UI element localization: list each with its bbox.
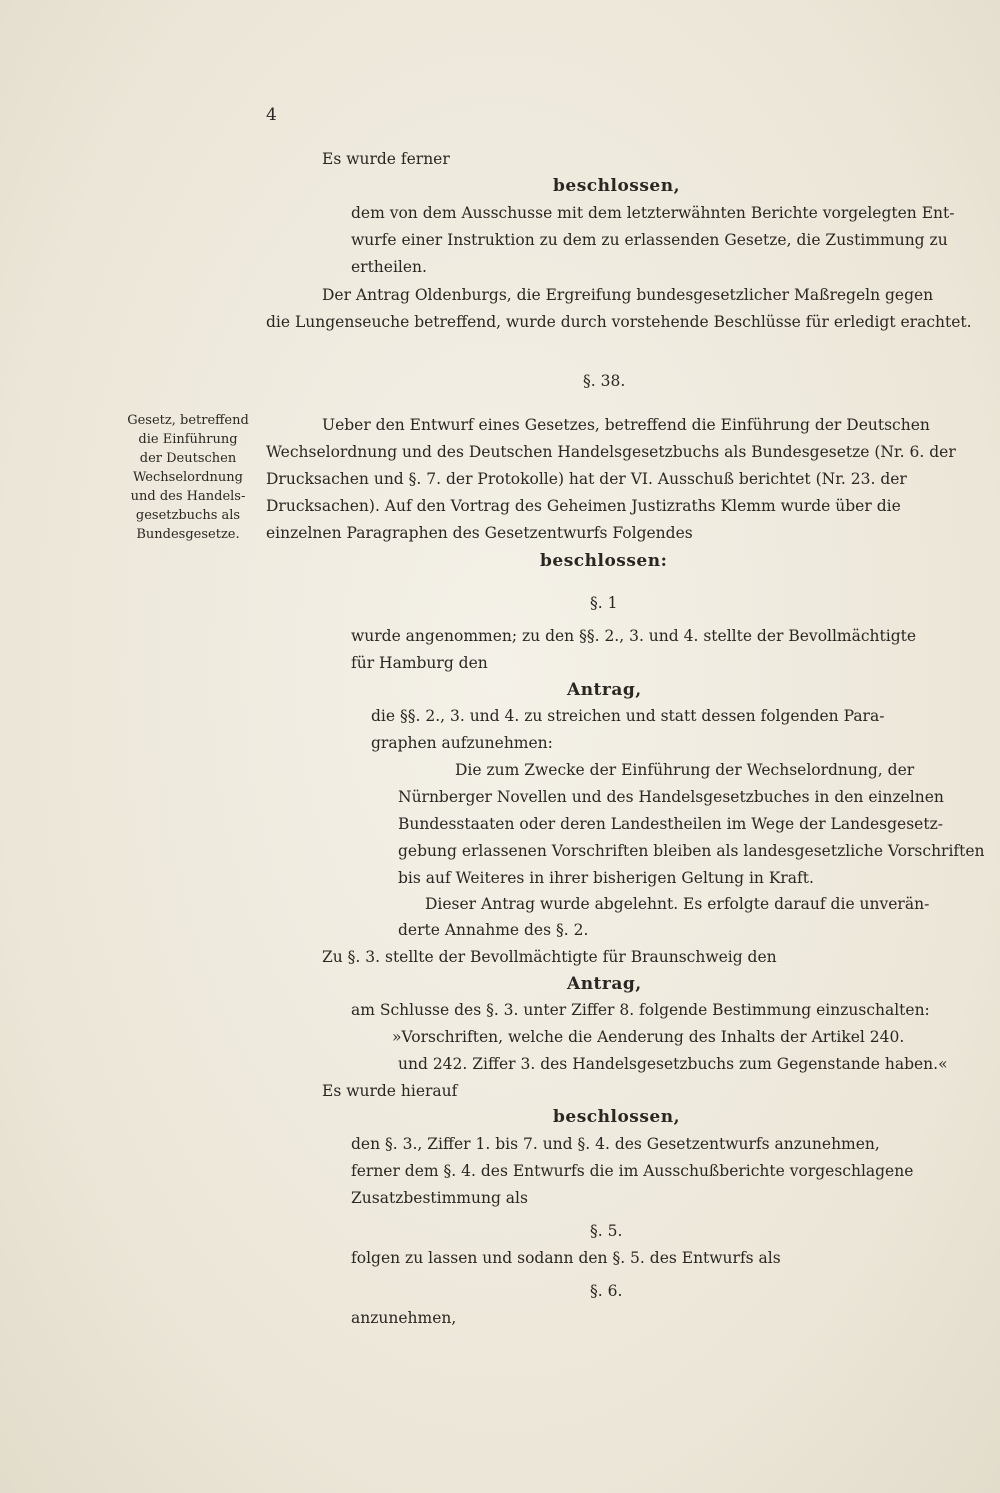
text-line: dem von dem Ausschusse mit dem letzterwähnten Berichte vorgelegten Ent- xyxy=(351,204,955,222)
margin-note-line: gesetzbuchs als xyxy=(135,508,241,523)
text-line: Der Antrag Oldenburgs, die Ergreifung bundesgesetzlicher Maßregeln gegen xyxy=(322,286,934,304)
text-line: Zusatzbestimmung als xyxy=(351,1189,528,1207)
text-line: anzunehmen, xyxy=(351,1309,457,1327)
text-line: Die zum Zwecke der Einführung der Wechselordnung, der xyxy=(455,761,915,779)
section-heading: §. 38. xyxy=(583,372,626,390)
motion-heading: Antrag, xyxy=(567,680,642,700)
section-heading: §. 6. xyxy=(590,1282,623,1300)
text-line: wurfe einer Instruktion zu dem zu erlassenden Gesetze, die Zustimmung zu xyxy=(351,231,948,249)
text-line: gebung erlassenen Vorschriften bleiben als landesgesetzliche Vorschriften xyxy=(398,842,985,860)
page-number: 4 xyxy=(266,105,277,125)
text-line: Es wurde hierauf xyxy=(322,1082,458,1100)
text-line: Nürnberger Novellen und des Handelsgesetzbuches in den einzelnen xyxy=(398,788,944,806)
text-line: die §§. 2., 3. und 4. zu streichen und statt dessen folgenden Para- xyxy=(371,707,885,725)
text-line: für Hamburg den xyxy=(351,654,488,672)
text-line: einzelnen Paragraphen des Gesetzentwurfs Folgendes xyxy=(266,524,693,542)
text-line: am Schlusse des §. 3. unter Ziffer 8. folgende Bestimmung einzuschalten: xyxy=(351,1001,930,1019)
resolution-heading: beschlossen, xyxy=(553,176,681,196)
text-line: derte Annahme des §. 2. xyxy=(398,921,589,939)
resolution-heading: beschlossen: xyxy=(540,551,668,571)
text-line: und 242. Ziffer 3. des Handelsgesetzbuchs zum Gegenstande haben.« xyxy=(398,1055,948,1073)
text-line: Bundesstaaten oder deren Landestheilen im Wege der Landesgesetz- xyxy=(398,815,943,833)
text-line: Wechselordnung und des Deutschen Handelsgesetzbuchs als Bundesgesetze (Nr. 6. der xyxy=(266,443,956,461)
text-line: Zu §. 3. stellte der Bevollmächtigte für Braunschweig den xyxy=(322,948,777,966)
text-line: den §. 3., Ziffer 1. bis 7. und §. 4. des Gesetzentwurfs anzunehmen, xyxy=(351,1135,880,1153)
resolution-heading: beschlossen, xyxy=(553,1107,681,1127)
text-line: wurde angenommen; zu den §§. 2., 3. und 4. stellte der Bevollmächtigte xyxy=(351,627,917,645)
section-heading: §. 1 xyxy=(590,594,618,612)
text-line: folgen zu lassen und sodann den §. 5. des Entwurfs als xyxy=(351,1249,781,1267)
text-line: Ueber den Entwurf eines Gesetzes, betreffend die Einführung der Deutschen xyxy=(322,416,930,434)
text-line: Drucksachen und §. 7. der Protokolle) hat der VI. Ausschuß berichtet (Nr. 23. der xyxy=(266,470,907,488)
margin-note-line: Gesetz, betreffend xyxy=(127,413,249,428)
text-line: die Lungenseuche betreffend, wurde durch vorstehende Beschlüsse für erledigt erachtet. xyxy=(266,313,972,331)
text-line: bis auf Weiteres in ihrer bisherigen Geltung in Kraft. xyxy=(398,869,814,887)
text-line: Drucksachen). Auf den Vortrag des Geheimen Justizraths Klemm wurde über die xyxy=(266,497,901,515)
margin-note-line: Wechselordnung xyxy=(133,470,243,485)
text-line: ferner dem §. 4. des Entwurfs die im Ausschußberichte vorgeschlagene xyxy=(351,1162,914,1180)
margin-note-line: der Deutschen xyxy=(139,451,237,466)
margin-note-line: Bundesgesetze. xyxy=(136,527,240,542)
text-line: »Vorschriften, welche die Aenderung des Inhalts der Artikel 240. xyxy=(392,1028,905,1046)
section-heading: §. 5. xyxy=(590,1222,623,1240)
text-line: Es wurde ferner xyxy=(322,150,450,168)
text-line: ertheilen. xyxy=(351,258,427,276)
motion-heading: Antrag, xyxy=(567,974,642,994)
text-line: Dieser Antrag wurde abgelehnt. Es erfolgte darauf die unverän- xyxy=(425,895,930,913)
text-line: graphen aufzunehmen: xyxy=(371,734,553,752)
margin-note-line: die Einführung xyxy=(138,432,238,447)
margin-note-line: und des Handels- xyxy=(130,489,246,504)
